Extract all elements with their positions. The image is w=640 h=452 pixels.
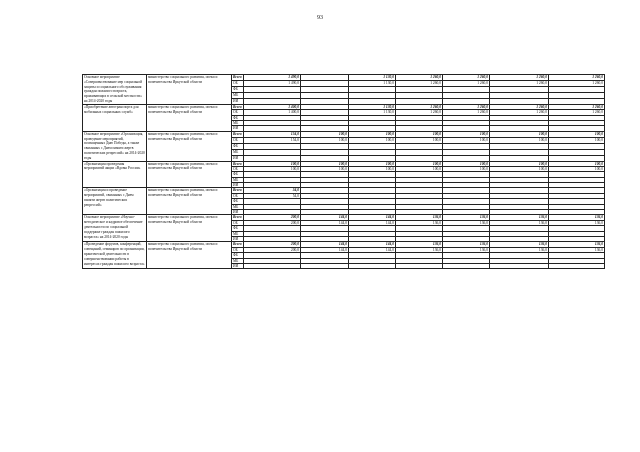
amount-cell: 136,0 [443, 242, 490, 247]
amount-cell: 1 260,0 [443, 110, 490, 115]
amount-cell: 100,0 [396, 131, 443, 137]
amount-cell: 1 130,0 [349, 110, 396, 115]
amount-cell: 100,0 [349, 131, 396, 137]
funding-source-label: ФБ [232, 226, 244, 231]
funding-source-label: МБ [232, 92, 244, 98]
funding-source-label: ОБ [232, 137, 244, 143]
amount-cell: 100,0 [301, 166, 349, 171]
amount-cell: 1 130,0 [349, 80, 396, 86]
funding-source-label: ФБ [232, 86, 244, 92]
funding-source-label: Всего [233, 104, 242, 109]
amount-cell: 144,0 [349, 215, 396, 220]
amount-cell: 100,0 [490, 161, 549, 166]
funding-source-label: МБ [232, 258, 244, 263]
amount-cell: 136,0 [443, 247, 490, 252]
funding-source-label: Всего [233, 161, 242, 166]
amount-cell [396, 263, 443, 268]
funding-source-label: ОБ [232, 110, 244, 115]
amount-cell: 144,0 [349, 220, 396, 225]
funding-source-label: ИИ [232, 210, 244, 215]
funding-source-label: ИИ [232, 126, 244, 131]
funding-source-label: МБ [232, 204, 244, 209]
activity-description: Основное мероприятие «Организация, проведение мероприятий, посвященных Дню Победы, а также связанных с Днем памяти жертв политических репрессий» на 2014-2020 годы [84, 131, 145, 160]
amount-cell: 1 260,0 [443, 80, 490, 86]
amount-cell: 1 130,0 [349, 75, 396, 81]
amount-cell: 100,0 [443, 137, 490, 143]
funding-source-label: МБ [232, 149, 244, 155]
amount-cell [443, 263, 490, 268]
funding-source-label: ФБ [232, 143, 244, 149]
amount-cell: 136,0 [490, 247, 549, 252]
amount-cell: 144,0 [349, 247, 396, 252]
amount-cell: 1 260,0 [396, 75, 443, 81]
funding-source-label: ФБ [232, 253, 244, 258]
activity-description: Основное мероприятие «Совершенствование мер социальной защиты и социального обслуживания граждан пожилого возраста, проживающих в сельской местности» на 2014-2020 годы [83, 75, 147, 105]
responsible-executor: министерство социального развития, опеки и попечительства Иркутской области [147, 188, 232, 215]
responsible-executor: министерство социального развития, опеки и попечительства Иркутской области [147, 161, 232, 188]
amount-cell: 1 400,0 [244, 104, 301, 109]
amount-cell: 136,0 [549, 215, 605, 220]
amount-cell: 100,0 [244, 161, 301, 166]
responsible-executor: министерство социального развития, опеки и попечительства Иркутской области [147, 104, 232, 131]
amount-cell: 1 260,0 [549, 110, 605, 115]
amount-cell: 200,0 [244, 247, 301, 252]
amount-cell: 100,0 [490, 131, 549, 137]
funding-source-label: ОБ [232, 220, 244, 225]
funding-source-label: ОБ [232, 247, 244, 252]
funding-source-label: Всего [233, 131, 242, 136]
amount-cell: 136,0 [443, 215, 490, 220]
budget-table [82, 74, 605, 269]
amount-cell: 100,0 [301, 137, 349, 143]
activity-description: «Приобретение автотранспорта для мобильных социальных служб» [83, 104, 147, 131]
amount-cell: 1 260,0 [443, 104, 490, 109]
amount-cell: 144,0 [301, 220, 349, 225]
amount-cell [549, 263, 605, 268]
amount-cell: 1 490,0 [244, 75, 301, 81]
amount-cell: 100,0 [549, 161, 605, 166]
funding-source-label: ФБ [232, 172, 244, 177]
amount-cell: 144,0 [301, 215, 349, 220]
amount-cell: 100,0 [244, 166, 301, 171]
amount-cell: 136,0 [549, 220, 605, 225]
amount-cell: 100,0 [443, 131, 490, 137]
amount-cell: 1 130,0 [349, 104, 396, 109]
amount-cell: 100,0 [396, 166, 443, 171]
amount-cell: 136,0 [549, 247, 605, 252]
amount-cell: 136,0 [490, 220, 549, 225]
amount-cell: 100,0 [549, 137, 605, 143]
amount-cell: 136,0 [490, 242, 549, 247]
funding-source-label: ФБ [232, 115, 244, 120]
funding-source-label: МБ [232, 120, 244, 125]
funding-source-label: ОБ [232, 166, 244, 171]
amount-cell: 200,0 [244, 220, 301, 225]
activity-description: «Проведение форумов, конференций, совещаний, семинаров по организации, практической деятельности в совершенствовании работы в интересах граждан пожилого возраста» [83, 242, 147, 269]
amount-cell [244, 263, 301, 268]
amount-cell: 154,0 [244, 131, 301, 137]
amount-cell: 200,0 [244, 215, 301, 220]
amount-cell: 100,0 [396, 137, 443, 143]
funding-source-label: Всего [233, 75, 242, 79]
amount-cell: 144,0 [301, 242, 349, 247]
amount-cell: 100,0 [396, 161, 443, 166]
amount-cell: 54,0 [244, 193, 301, 198]
amount-cell: 136,0 [396, 247, 443, 252]
amount-cell: 100,0 [490, 137, 549, 143]
amount-cell: 1 260,0 [396, 110, 443, 115]
amount-cell: 100,0 [349, 137, 396, 143]
funding-source-label: ИИ [232, 155, 244, 161]
amount-cell: 1 260,0 [396, 80, 443, 86]
amount-cell: 154,0 [244, 137, 301, 143]
amount-cell: 136,0 [396, 242, 443, 247]
funding-source-label: Всего [233, 188, 242, 193]
amount-cell: 100,0 [349, 161, 396, 166]
responsible-executor: министерство социального развития, опеки и попечительства Иркутской области [147, 242, 232, 269]
amount-cell: 1 260,0 [490, 80, 549, 86]
responsible-executor: министерство социального развития, опеки и попечительства Иркутской области [147, 215, 232, 242]
funding-source-label: ОБ [232, 80, 244, 86]
activity-description: «Организация и проведение мероприятий, связанных с Днем памяти жертв политических репрессий» [83, 188, 147, 215]
funding-source-label: МБ [232, 177, 244, 182]
amount-cell: 100,0 [349, 166, 396, 171]
funding-source-label: МБ [232, 231, 244, 236]
amount-cell: 136,0 [396, 220, 443, 225]
funding-source-label: Всего [233, 215, 242, 220]
amount-cell: 136,0 [396, 215, 443, 220]
funding-source-label: ИИ [232, 263, 244, 268]
amount-cell: 1 260,0 [443, 75, 490, 81]
amount-cell: 1 260,0 [490, 110, 549, 115]
funding-source-label: Всего [233, 242, 242, 247]
amount-cell: 1 260,0 [549, 75, 605, 81]
amount-cell [490, 263, 549, 268]
amount-cell: 100,0 [443, 166, 490, 171]
amount-cell: 1 260,0 [549, 80, 605, 86]
amount-cell: 54,0 [244, 188, 301, 193]
amount-cell: 1 260,0 [490, 75, 549, 81]
amount-cell: 200,0 [244, 242, 301, 247]
amount-cell: 1 490,0 [244, 80, 301, 86]
amount-cell: 100,0 [301, 131, 349, 137]
amount-cell: 1 400,0 [244, 110, 301, 115]
amount-cell: 100,0 [549, 166, 605, 171]
funding-source-label: ИИ [232, 236, 244, 241]
amount-cell: 1 260,0 [396, 104, 443, 109]
funding-source-label: ФБ [232, 199, 244, 204]
amount-cell: 136,0 [443, 220, 490, 225]
amount-cell: 100,0 [301, 161, 349, 166]
amount-cell: 144,0 [301, 247, 349, 252]
amount-cell [349, 263, 396, 268]
funding-source-label: ИИ [232, 183, 244, 188]
activity-description: Основное мероприятие «Научно-методическое и кадровое обеспечение деятельности по социальной поддержке граждан пожилого возраста» на 2014-2020 годы [83, 215, 147, 242]
page-number: 93 [317, 15, 323, 21]
amount-cell: 144,0 [349, 242, 396, 247]
amount-cell: 1 260,0 [490, 104, 549, 109]
activity-description: «Организация проведения мероприятий акции «Вдовы России» [83, 161, 147, 188]
amount-cell: 100,0 [443, 161, 490, 166]
amount-cell: 100,0 [490, 166, 549, 171]
funding-source-label: ИИ [232, 98, 244, 104]
responsible-executor: министерство социального развития, опеки и попечительства Иркутской области [147, 75, 232, 105]
amount-cell: 1 260,0 [549, 104, 605, 109]
amount-cell: 136,0 [490, 215, 549, 220]
funding-source-label: ОБ [232, 193, 244, 198]
amount-cell: 136,0 [549, 242, 605, 247]
amount-cell [301, 263, 349, 268]
responsible-executor: министерство социального развития, опеки и попечительства Иркутской области [147, 131, 232, 161]
amount-cell: 100,0 [549, 131, 605, 137]
